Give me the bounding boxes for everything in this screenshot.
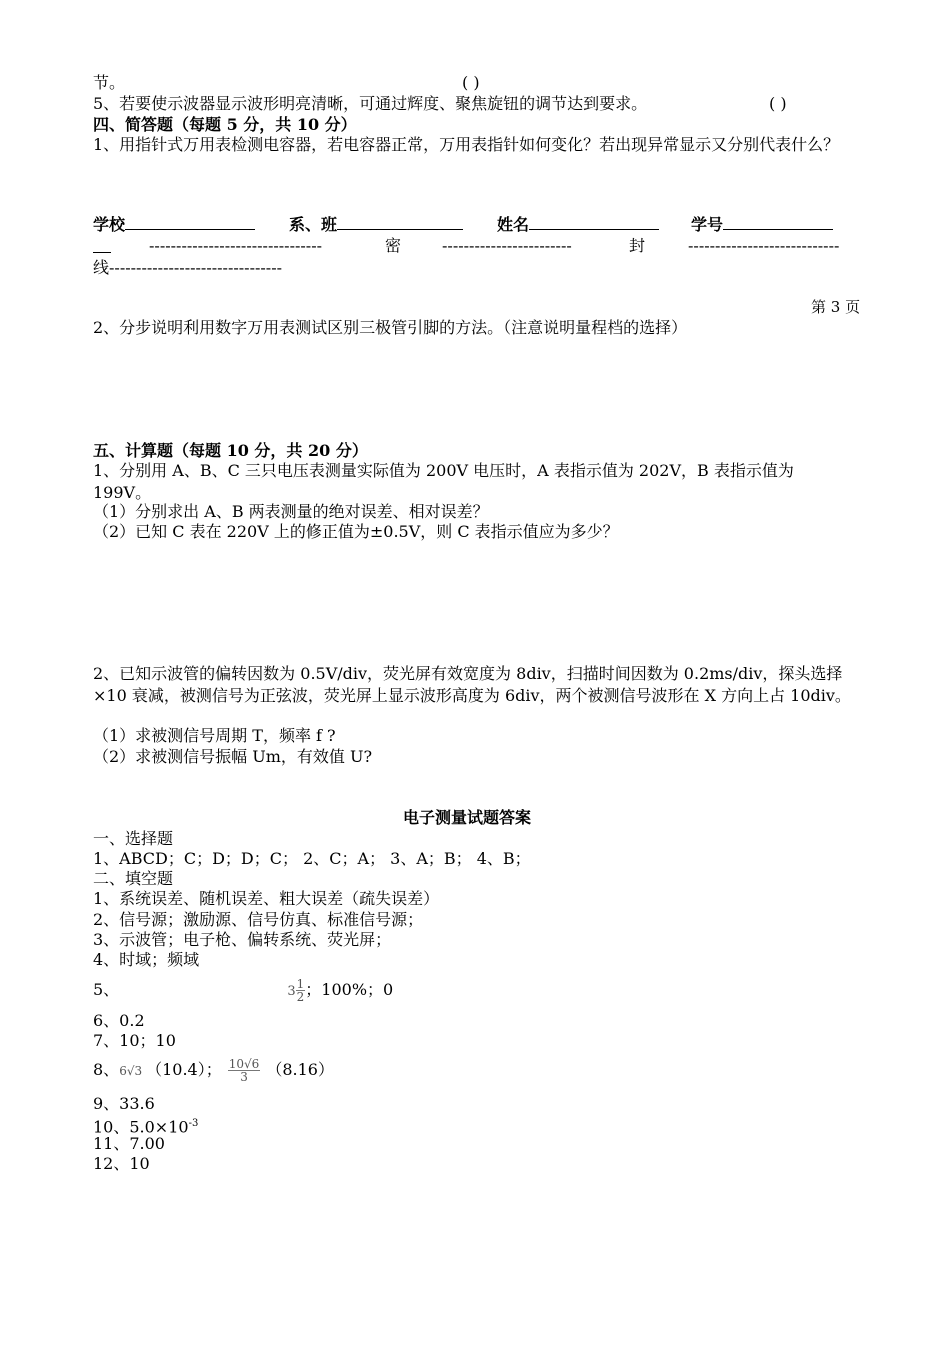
question-text: 1、分别用 A、B、C 三只电压表测量实际值为 200V 电压时，A 表指示值为 202V，B 表指示值为 199V。 — [93, 461, 794, 502]
answer-line: 11、7.00 — [93, 1134, 165, 1153]
answers-title: 电子测量试题答案 — [403, 808, 532, 827]
answer-text: （8.16） — [266, 1060, 334, 1079]
answer-part: 一、选择题 — [93, 829, 174, 848]
math-fraction — [296, 978, 306, 1003]
answer-bracket: ( ) — [769, 94, 787, 113]
class-blank — [337, 229, 463, 230]
sub-question: （1）求被测信号周期 T，频率 f ? — [93, 726, 336, 745]
answer-text: 10、5.0×10 — [93, 1117, 189, 1137]
answer-text: （10.4）； — [146, 1060, 222, 1079]
math-whole: 3 — [287, 984, 296, 999]
fraction-numerator: 1 — [296, 977, 305, 991]
fraction-denominator: 2 — [296, 990, 305, 1004]
name-label: 姓名 — [497, 215, 530, 234]
school-blank — [125, 229, 255, 230]
answer-bracket: ( ) — [462, 73, 480, 92]
page-number: 第 3 页 — [811, 298, 861, 316]
student-info-header — [93, 214, 857, 236]
math-fraction — [228, 1058, 261, 1083]
answer-line — [93, 1058, 334, 1083]
question-text: 2、分步说明利用数字万用表测试区别三极管引脚的方法。（注意说明量程档的选择） — [93, 318, 688, 337]
question-text: 5、若要使示波器显示波形明亮清晰，可通过辉度、聚焦旋钮的调节达到要求。 — [93, 94, 648, 113]
section-title: 五、计算题（每题 10 分，共 20 分） — [93, 441, 368, 460]
answer-line: 3、示波管；电子枪、偏转系统、荧光屏； — [93, 930, 392, 949]
answer-label: 5、 — [93, 980, 120, 999]
answer-line: 2、信号源；激励源、信号仿真、标准信号源； — [93, 910, 424, 929]
question-text: 1、用指针式万用表检测电容器，若电容器正常，万用表指针如何变化？若出现异常显示又分别代表什么？ — [93, 135, 840, 154]
seal-line-end: 线-------------------------------- — [93, 258, 283, 277]
section-title: 四、简答题（每题 5 分，共 10 分） — [93, 115, 357, 134]
math-expression: 6√3 — [119, 1064, 143, 1078]
seal-feng: 封 — [629, 236, 646, 255]
answer-line — [93, 978, 393, 1003]
answer-line: 12、10 — [93, 1154, 150, 1173]
question-text: 2、已知示波管的偏转因数为 0.5V/div，荧光屏有效宽度为 8div，扫描时间因数为 0.2ms/div，探头选择×10 衰减，被测信号为正弦波，荧光屏上显示波形高度为 6div，两个被测信号波形在 X 方向上占 10div。 — [93, 664, 851, 705]
sub-question: （2）已知 C 表在 220V 上的修正值为±0.5V，则 C 表指示值应为多少？ — [93, 522, 619, 541]
answer-line: 1、系统误差、随机误差、粗大误差（疏失误差） — [93, 889, 440, 908]
number-blank — [723, 229, 833, 230]
school-label: 学校 — [93, 215, 126, 234]
fraction-numerator: 10√6 — [228, 1057, 260, 1071]
answer-text: ；100%；0 — [305, 980, 394, 999]
dash-line: ---------------------------- — [688, 236, 840, 255]
underline-continuation — [93, 236, 111, 253]
name-blank — [529, 229, 659, 230]
answer-line: 1、ABCD；C；D；D；C； 2、C；A； 3、A；B； 4、B； — [93, 849, 531, 868]
exponent: -3 — [188, 1118, 199, 1129]
fraction-denominator: 3 — [240, 1070, 248, 1084]
sub-question: （1）分别求出 A、B 两表测量的绝对误差、相对误差？ — [93, 502, 489, 521]
class-label: 系、班 — [289, 215, 338, 234]
number-label: 学号 — [691, 215, 724, 234]
answer-part: 二、填空题 — [93, 869, 174, 888]
answer-label: 8、 — [93, 1060, 120, 1079]
answer-line: 4、时域；频域 — [93, 950, 200, 969]
seal-xian: 线 — [93, 258, 110, 277]
seal-mi: 密 — [385, 236, 402, 255]
answer-line: 7、10；10 — [93, 1031, 176, 1050]
dash-line: -------------------------------- — [149, 236, 322, 255]
sub-question: （2）求被测信号振幅 Um，有效值 U? — [93, 747, 373, 766]
answer-line: 9、33.6 — [93, 1094, 155, 1113]
dash-line: ------------------------ — [442, 236, 572, 255]
text-line: 节。 — [93, 73, 126, 92]
answer-line: 6、0.2 — [93, 1011, 145, 1030]
